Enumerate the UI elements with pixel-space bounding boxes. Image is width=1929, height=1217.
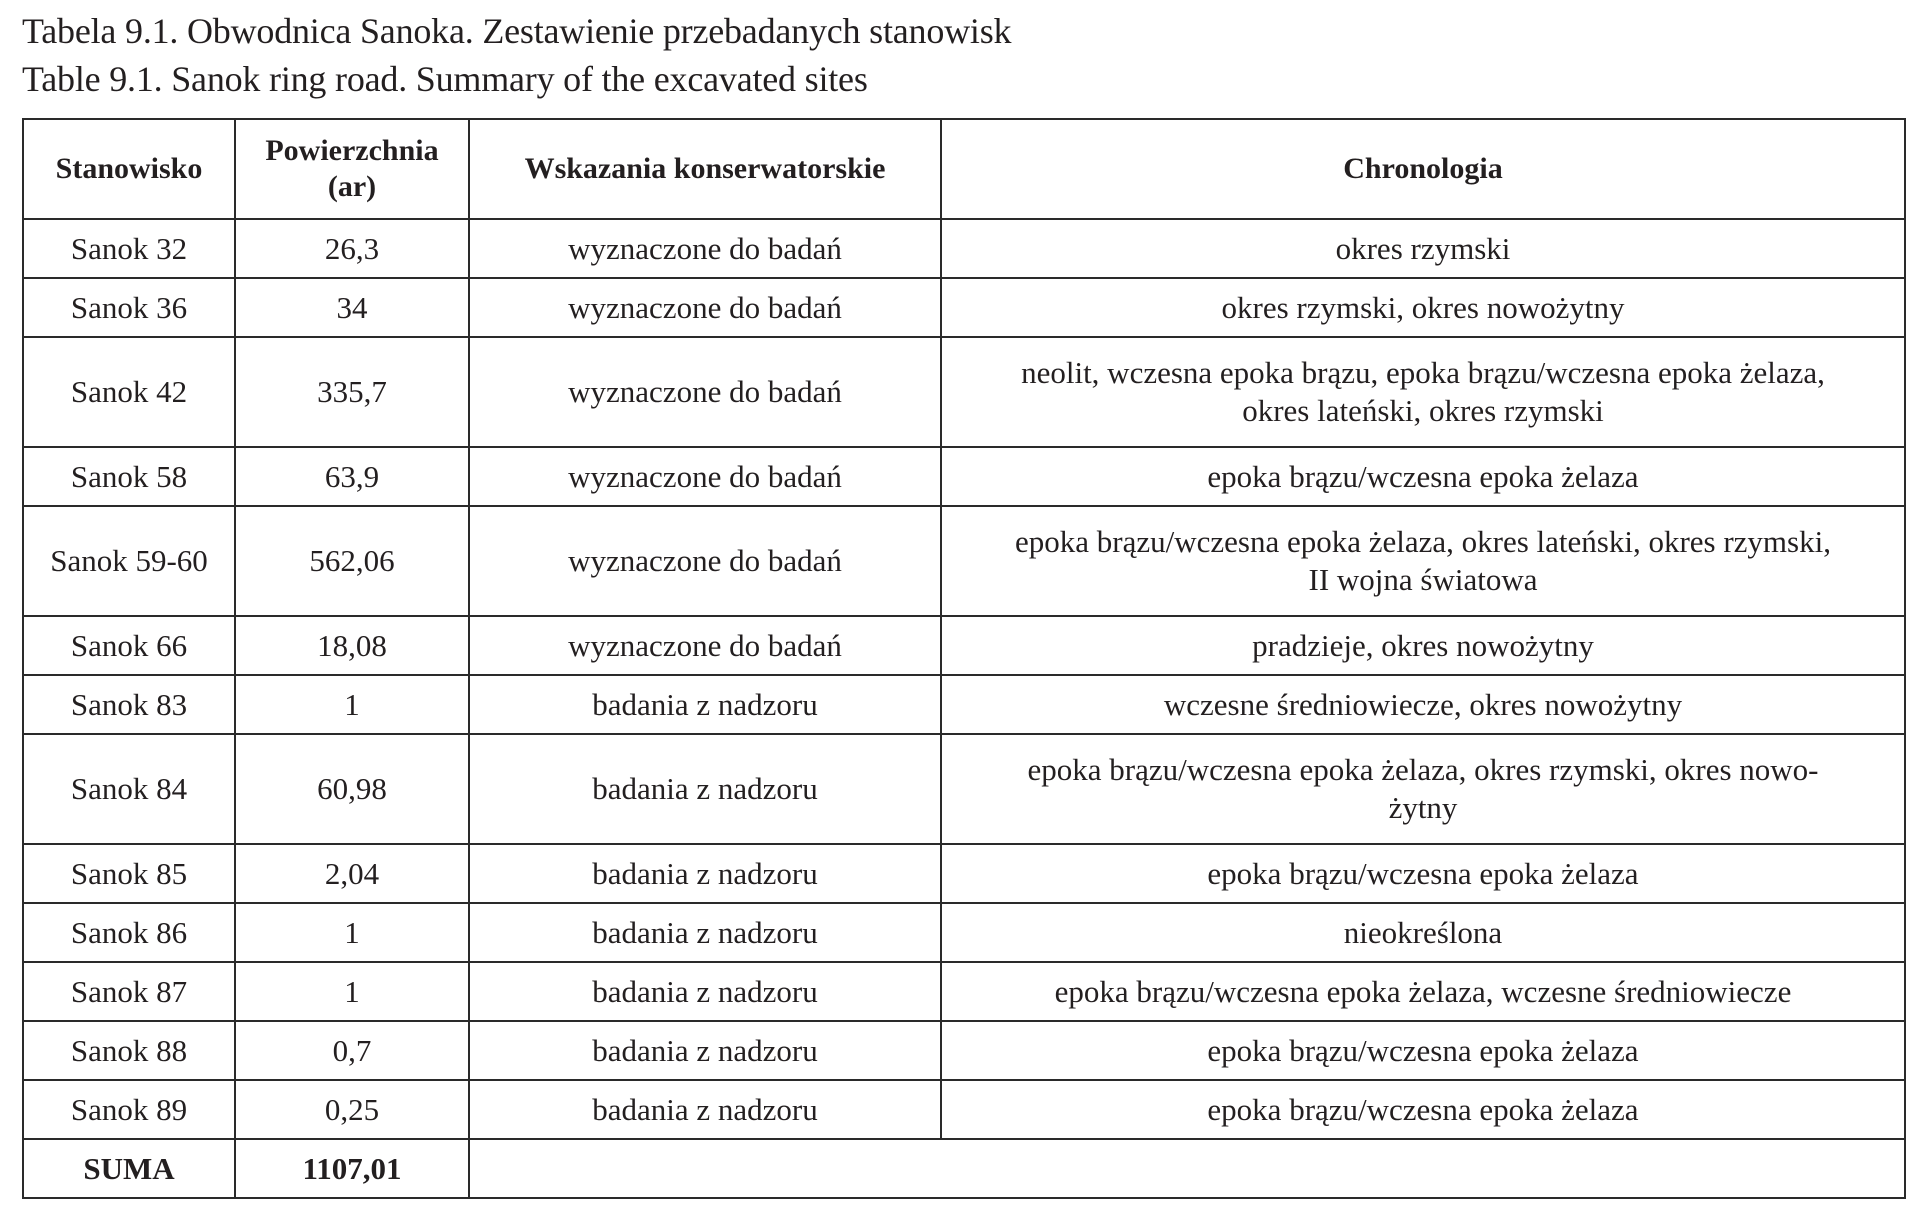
cell-chronology: pradzieje, okres nowożytny: [941, 616, 1905, 675]
total-area: 1107,01: [235, 1139, 469, 1198]
cell-conservation: wyznaczone do badań: [469, 219, 941, 278]
table-header-row: [23, 119, 1905, 219]
cell-area: 1: [235, 962, 469, 1021]
cell-chronology: okres rzymski: [941, 219, 1905, 278]
cell-conservation: wyznaczone do badań: [469, 337, 941, 447]
cell-chronology: epoka brązu/wczesna epoka żelaza: [941, 1080, 1905, 1139]
table-row: [23, 506, 1905, 616]
table-row: [23, 734, 1905, 844]
cell-site: Sanok 66: [23, 616, 235, 675]
table-row: [23, 278, 1905, 337]
cell-area: 60,98: [235, 734, 469, 844]
cell-area: 1: [235, 903, 469, 962]
cell-conservation: badania z nadzoru: [469, 962, 941, 1021]
cell-area: 18,08: [235, 616, 469, 675]
table-caption-polish: Tabela 9.1. Obwodnica Sanoka. Zestawienie przebadanych stanowisk: [22, 11, 1012, 51]
cell-site: Sanok 84: [23, 734, 235, 844]
cell-conservation: badania z nadzoru: [469, 903, 941, 962]
cell-conservation: badania z nadzoru: [469, 844, 941, 903]
cell-chronology: epoka brązu/wczesna epoka żelaza, okres lateński, okres rzymski, II wojna światowa: [941, 506, 1905, 616]
header-site: Stanowisko: [23, 119, 235, 219]
cell-conservation: badania z nadzoru: [469, 1080, 941, 1139]
cell-chronology: epoka brązu/wczesna epoka żelaza: [941, 447, 1905, 506]
cell-conservation: wyznaczone do badań: [469, 506, 941, 616]
cell-site: Sanok 88: [23, 1021, 235, 1080]
cell-site: Sanok 85: [23, 844, 235, 903]
cell-area: 0,7: [235, 1021, 469, 1080]
cell-chronology: wczesne średniowiecze, okres nowożytny: [941, 675, 1905, 734]
cell-conservation: badania z nadzoru: [469, 675, 941, 734]
cell-area: 1: [235, 675, 469, 734]
cell-site: Sanok 83: [23, 675, 235, 734]
cell-site: Sanok 89: [23, 1080, 235, 1139]
cell-area: 34: [235, 278, 469, 337]
cell-site: Sanok 36: [23, 278, 235, 337]
cell-chronology: nieokreślona: [941, 903, 1905, 962]
cell-chronology: neolit, wczesna epoka brązu, epoka brązu/wczesna epoka żelaza, okres lateński, okres rzymski: [941, 337, 1905, 447]
cell-area: 0,25: [235, 1080, 469, 1139]
table-row: [23, 1080, 1905, 1139]
cell-site: Sanok 59-60: [23, 506, 235, 616]
cell-chronology: epoka brązu/wczesna epoka żelaza: [941, 844, 1905, 903]
total-label: SUMA: [23, 1139, 235, 1198]
total-empty-cell: [469, 1139, 1905, 1198]
header-chronology: Chronologia: [941, 119, 1905, 219]
cell-area: 63,9: [235, 447, 469, 506]
sites-summary-table: [22, 118, 1906, 1199]
header-conservation: Wskazania konserwatorskie: [469, 119, 941, 219]
cell-conservation: badania z nadzoru: [469, 1021, 941, 1080]
table-row: [23, 219, 1905, 278]
total-row: [23, 1139, 1905, 1198]
cell-site: Sanok 58: [23, 447, 235, 506]
table-row: [23, 962, 1905, 1021]
cell-area: 26,3: [235, 219, 469, 278]
table-row: [23, 1021, 1905, 1080]
table-caption-english: Table 9.1. Sanok ring road. Summary of the excavated sites: [22, 59, 868, 99]
cell-conservation: badania z nadzoru: [469, 734, 941, 844]
cell-area: 2,04: [235, 844, 469, 903]
table-row: [23, 844, 1905, 903]
cell-area: 562,06: [235, 506, 469, 616]
table-row: [23, 675, 1905, 734]
cell-conservation: wyznaczone do badań: [469, 278, 941, 337]
table-row: [23, 447, 1905, 506]
header-area: Powierzchnia (ar): [235, 119, 469, 219]
cell-chronology: epoka brązu/wczesna epoka żelaza, okres rzymski, okres nowo- żytny: [941, 734, 1905, 844]
cell-conservation: wyznaczone do badań: [469, 616, 941, 675]
cell-conservation: wyznaczone do badań: [469, 447, 941, 506]
table-row: [23, 616, 1905, 675]
cell-chronology: epoka brązu/wczesna epoka żelaza: [941, 1021, 1905, 1080]
cell-site: Sanok 87: [23, 962, 235, 1021]
cell-chronology: epoka brązu/wczesna epoka żelaza, wczesne średniowiecze: [941, 962, 1905, 1021]
cell-site: Sanok 42: [23, 337, 235, 447]
table-row: [23, 903, 1905, 962]
cell-chronology: okres rzymski, okres nowożytny: [941, 278, 1905, 337]
cell-site: Sanok 32: [23, 219, 235, 278]
cell-site: Sanok 86: [23, 903, 235, 962]
table-row: [23, 337, 1905, 447]
cell-area: 335,7: [235, 337, 469, 447]
